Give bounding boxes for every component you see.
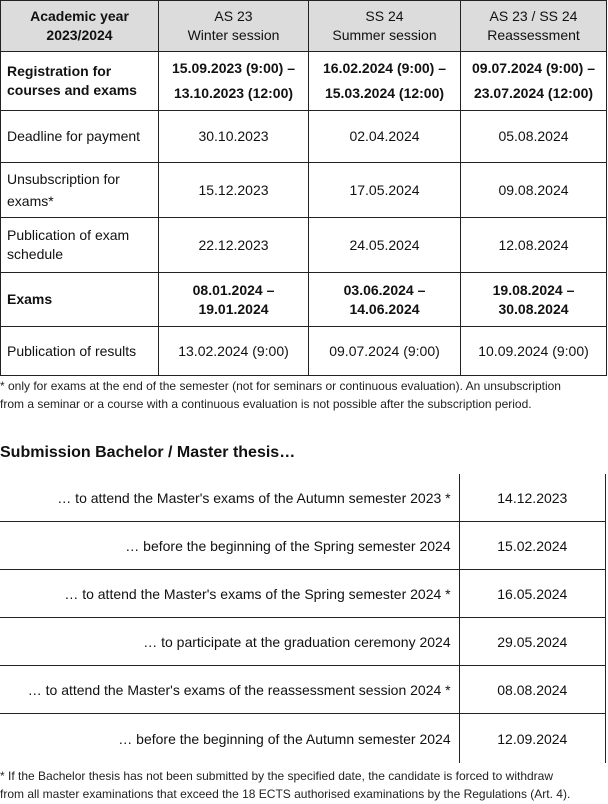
cell-reassessment: 09.08.2024 xyxy=(461,163,607,218)
label-line: exams* xyxy=(7,192,54,209)
header-academic-year xyxy=(1,1,159,52)
schedule-header-row xyxy=(1,1,607,52)
row-label: Exams xyxy=(1,273,159,327)
schedule-footnote xyxy=(0,377,606,413)
label-line: Registration for xyxy=(7,63,112,79)
label-line: Unsubscription for xyxy=(7,170,120,187)
header-winter-session xyxy=(159,1,309,52)
cell-summer: 02.04.2024 xyxy=(309,111,461,163)
value-line: 03.06.2024 – xyxy=(343,281,426,298)
value-line: 23.07.2024 (12:00) xyxy=(473,85,594,101)
thesis-row-desc: … before the beginning of the Spring semester 2024 xyxy=(0,522,459,570)
thesis-row-date: 16.05.2024 xyxy=(459,570,605,618)
value-line: 30.08.2024 xyxy=(498,300,569,317)
header-reassessment xyxy=(461,1,607,52)
thesis-row xyxy=(0,522,606,570)
row-label xyxy=(1,163,159,218)
row-label xyxy=(1,218,159,273)
academic-schedule-table xyxy=(0,0,607,376)
label-line: Publication of exam xyxy=(7,227,130,243)
cell-winter xyxy=(159,273,309,327)
value-line: 15.03.2024 (12:00) xyxy=(324,85,445,101)
thesis-row xyxy=(0,474,606,522)
cell-reassessment: 05.08.2024 xyxy=(461,111,607,163)
thesis-row xyxy=(0,618,606,666)
thesis-row-date: 12.09.2024 xyxy=(459,714,605,764)
header-line: Winter session xyxy=(187,27,280,43)
cell-reassessment xyxy=(461,52,607,111)
cell-winter: 15.12.2023 xyxy=(159,163,309,218)
footnote-line: from all master examinations that exceed the 18 ECTS authorised examinations by the Regulations (Art. 4). xyxy=(0,787,571,801)
header-line: AS 23 xyxy=(214,8,253,24)
thesis-deadline-table xyxy=(0,474,606,763)
thesis-row-desc: … to attend the Master's exams of the Spring semester 2024 * xyxy=(0,570,459,618)
cell-winter xyxy=(159,52,309,111)
thesis-row-desc: … to participate at the graduation ceremony 2024 xyxy=(0,618,459,666)
thesis-row xyxy=(0,570,606,618)
row-exams xyxy=(1,273,607,327)
thesis-row-date: 08.08.2024 xyxy=(459,666,605,714)
footnote-line: * only for exams at the end of the semester (not for seminars or continuous evaluation). An unsubscription xyxy=(0,379,561,393)
value-line: 16.02.2024 (9:00) – xyxy=(323,60,446,76)
header-line: AS 23 / SS 24 xyxy=(489,8,578,24)
cell-reassessment: 12.08.2024 xyxy=(461,218,607,273)
cell-summer xyxy=(309,52,461,111)
thesis-section-title: Submission Bachelor / Master thesis… xyxy=(0,444,296,461)
label-line: schedule xyxy=(7,246,64,262)
cell-summer: 24.05.2024 xyxy=(309,218,461,273)
cell-winter: 22.12.2023 xyxy=(159,218,309,273)
cell-winter: 13.02.2024 (9:00) xyxy=(159,327,309,376)
thesis-row-desc: … to attend the Master's exams of the Autumn semester 2023 * xyxy=(0,474,459,522)
thesis-row-date: 15.02.2024 xyxy=(459,522,605,570)
row-registration xyxy=(1,52,607,111)
row-label xyxy=(1,52,159,111)
cell-winter: 30.10.2023 xyxy=(159,111,309,163)
row-label: Publication of results xyxy=(1,327,159,376)
header-line: Academic year xyxy=(30,8,129,24)
value-line: 19.01.2024 xyxy=(198,300,269,317)
thesis-row xyxy=(0,714,606,764)
label-line: courses and exams xyxy=(7,82,137,98)
row-exam-schedule xyxy=(1,218,607,273)
row-payment-deadline xyxy=(1,111,607,163)
header-summer-session xyxy=(309,1,461,52)
thesis-row-date: 14.12.2023 xyxy=(459,474,605,522)
value-line: 19.08.2024 – xyxy=(492,281,575,298)
cell-reassessment xyxy=(461,273,607,327)
row-results xyxy=(1,327,607,376)
thesis-footnote xyxy=(0,767,606,803)
header-line: SS 24 xyxy=(365,8,404,24)
header-line: Reassessment xyxy=(487,27,580,43)
header-line: Summer session xyxy=(332,27,437,43)
value-line: 09.07.2024 (9:00) – xyxy=(472,60,595,76)
thesis-row-date: 29.05.2024 xyxy=(459,618,605,666)
value-line: 13.10.2023 (12:00) xyxy=(173,85,294,101)
cell-summer: 17.05.2024 xyxy=(309,163,461,218)
value-line: 14.06.2024 xyxy=(349,300,420,317)
header-line: 2023/2024 xyxy=(46,27,113,43)
thesis-row xyxy=(0,666,606,714)
footnote-line: * If the Bachelor thesis has not been submitted by the specified date, the candidate is forced to withdraw xyxy=(0,769,553,783)
thesis-row-desc: … to attend the Master's exams of the reassessment session 2024 * xyxy=(0,666,459,714)
value-line: 15.09.2023 (9:00) – xyxy=(172,60,295,76)
footnote-line: from a seminar or a course with a continuous evaluation is not possible after the subscription period. xyxy=(0,397,532,411)
row-unsubscription xyxy=(1,163,607,218)
row-label: Deadline for payment xyxy=(1,111,159,163)
cell-summer: 09.07.2024 (9:00) xyxy=(309,327,461,376)
value-line: 08.01.2024 – xyxy=(192,281,275,298)
thesis-row-desc: … before the beginning of the Autumn semester 2024 xyxy=(0,714,459,764)
cell-reassessment: 10.09.2024 (9:00) xyxy=(461,327,607,376)
cell-summer xyxy=(309,273,461,327)
